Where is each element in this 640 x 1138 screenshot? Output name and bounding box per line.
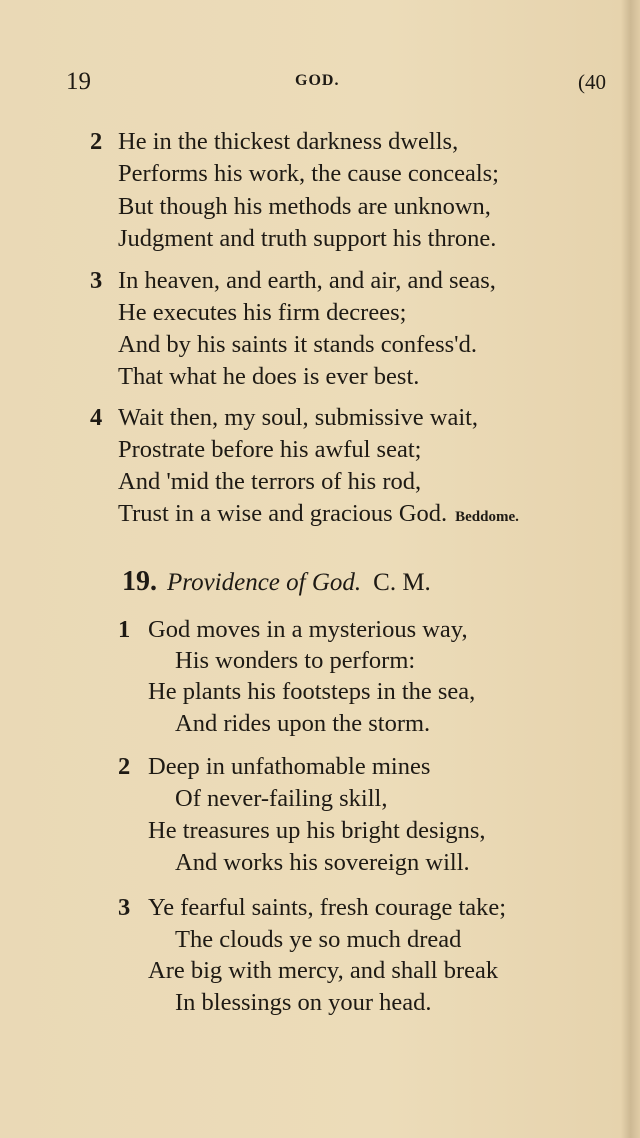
hymn-title: Providence of God. <box>167 569 362 596</box>
verse-line-text: Of never-failing skill, <box>175 785 388 812</box>
stanza-number: 2 <box>90 128 103 155</box>
stanza-number: 3 <box>90 267 103 294</box>
verse-line-text: And 'mid the terrors of his rod, <box>118 468 422 495</box>
verse-line <box>118 500 519 531</box>
verse-line-text: In blessings on your head. <box>175 989 432 1016</box>
verse-line-text: And by his saints it stands confess'd. <box>118 331 477 358</box>
verse-line <box>118 267 496 295</box>
verse-line-text: God moves in a mysterious way, <box>148 616 468 643</box>
stanza-number: 2 <box>118 753 131 780</box>
verse-line-text: Are big with mercy, and shall break <box>148 957 499 984</box>
hymn-19-heading <box>122 566 431 598</box>
verse-line <box>148 894 506 922</box>
verse-line <box>118 299 406 327</box>
verse-line <box>148 817 486 845</box>
verse-line-text: And rides upon the storm. <box>175 710 431 737</box>
verse-line-text: He treasures up his bright designs, <box>148 817 486 844</box>
verse-line <box>118 128 458 156</box>
verse-line <box>118 468 421 496</box>
verse-line <box>118 404 478 432</box>
verse-line <box>118 363 419 391</box>
author-attribution: Beddome. <box>455 509 519 525</box>
verse-line-text: The clouds ye so much dread <box>175 926 462 953</box>
verse-line-text: Ye fearful saints, fresh courage take; <box>148 894 507 921</box>
verse-line <box>148 957 498 985</box>
verse-line-text: He in the thickest darkness dwells, <box>118 128 459 155</box>
verse-line-text: But though his methods are unknown, <box>118 193 491 220</box>
verse-line <box>118 193 491 221</box>
verse-line-text: Prostrate before his awful seat; <box>118 436 422 463</box>
hymn-meter: C. M. <box>373 569 431 596</box>
verse-line-text: Performs his work, the cause conceals; <box>118 160 499 187</box>
verse-line-text: Deep in unfathomable mines <box>148 753 431 780</box>
verse-line-text: In heaven, and earth, and air, and seas, <box>118 267 496 294</box>
verse-line-text: Wait then, my soul, submissive wait, <box>118 404 479 431</box>
verse-line <box>148 616 468 644</box>
verse-line <box>118 436 421 464</box>
verse-line <box>118 331 477 359</box>
stanza-number: 3 <box>118 894 131 921</box>
verse-line <box>148 753 430 781</box>
verse-line <box>175 785 387 813</box>
verse-line <box>148 678 475 706</box>
verse-line <box>175 849 470 877</box>
stanza-number: 1 <box>118 616 131 643</box>
verse-line-text: Trust in a wise and gracious God. <box>118 500 448 527</box>
verse-line-text: Judgment and truth support his throne. <box>118 225 497 252</box>
right-margin-mark: (40 <box>578 70 606 94</box>
verse-line-text: His wonders to perform: <box>175 647 416 674</box>
verse-line-text: That what he does is ever best. <box>118 363 420 390</box>
verse-line <box>175 989 432 1017</box>
verse-line <box>118 160 499 188</box>
verse-line-text: He plants his footsteps in the sea, <box>148 678 476 705</box>
verse-line <box>175 926 461 954</box>
hymn-number: 19. <box>122 566 157 597</box>
verse-line <box>118 225 496 253</box>
verse-line-text: He executes his firm decrees; <box>118 299 407 326</box>
verse-line <box>175 710 430 738</box>
stanza-number: 4 <box>90 404 103 431</box>
running-title: GOD. <box>295 72 340 89</box>
page-number: 19 <box>66 68 91 95</box>
verse-line-text: And works his sovereign will. <box>175 849 470 876</box>
verse-line <box>175 647 415 675</box>
